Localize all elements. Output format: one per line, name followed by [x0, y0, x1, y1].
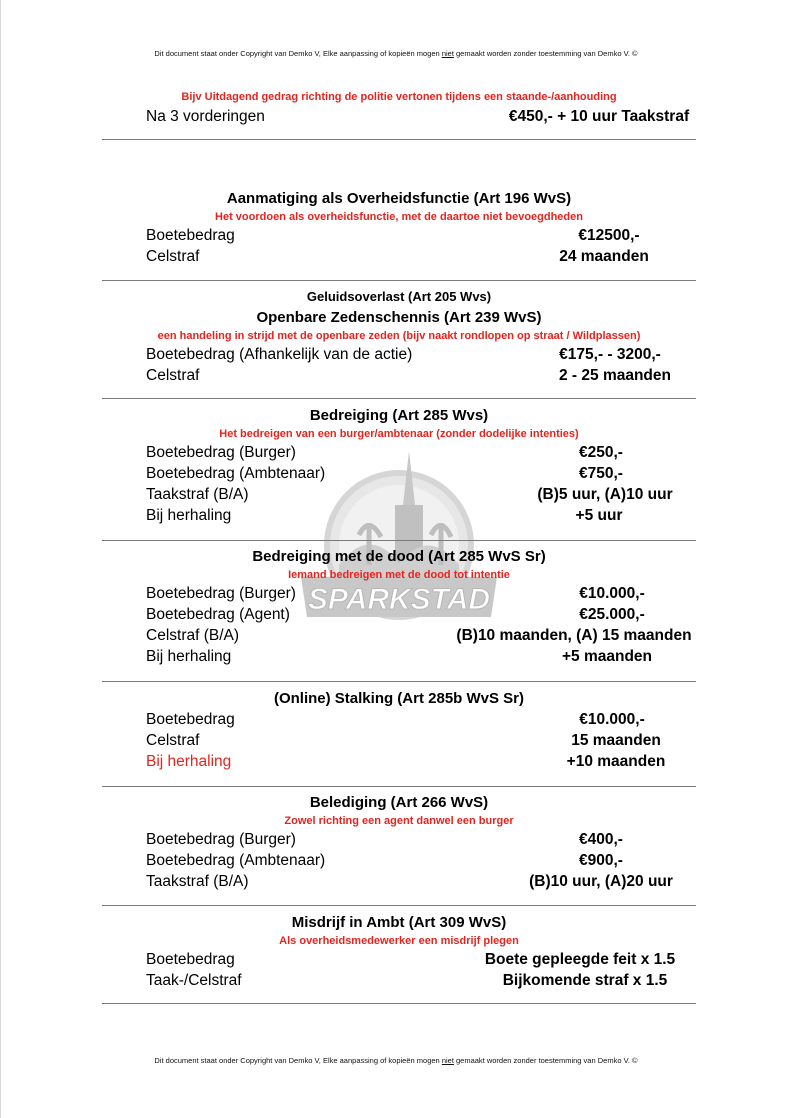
row-value: €175,- - 3200,- [559, 346, 661, 363]
row-value: €450,- + 10 uur Taakstraf [508, 108, 690, 125]
section-belediging [102, 792, 696, 906]
row-label: Boetebedrag (Burger) [146, 831, 296, 848]
row-label: Boetebedrag (Burger) [146, 444, 296, 461]
section-title: Bedreiging met de dood (Art 285 WvS Sr) [252, 548, 546, 565]
fine-row [102, 829, 696, 850]
row-label: Boetebedrag [146, 711, 235, 728]
fine-row [102, 225, 696, 246]
copyright-text: Dit document staat onder Copyright van Demko V, Elke aanpassing of kopieën mogen [154, 49, 442, 58]
copyright-underlined: niet [441, 1056, 454, 1065]
row-label: Celstraf [146, 732, 200, 749]
watermark-text: SPARKSTAD [307, 583, 491, 616]
row-label: Taakstraf (B/A) [146, 486, 249, 503]
section-misdrijf-ambt [102, 912, 696, 1004]
section-title: Bedreiging (Art 285 Wvs) [309, 407, 489, 424]
section-description: Bijv Uitdagend gedrag richting de politie vertonen tijdens een staande-/aanhouding [181, 91, 617, 103]
row-value: +5 maanden [561, 648, 653, 665]
fine-row [102, 850, 696, 871]
copyright-text-end: gemaakt worden zonder toestemming van Demko V. © [453, 1056, 638, 1065]
row-value: 15 maanden [571, 732, 661, 749]
row-label: Bij herhaling [146, 753, 232, 770]
row-value: Boete gepleegde feit x 1.5 [484, 951, 676, 968]
row-value: +5 uur [575, 507, 623, 524]
row-label: Taakstraf (B/A) [146, 873, 249, 890]
row-label: Boetebedrag [146, 951, 235, 968]
row-value: (B)10 uur, (A)20 uur [529, 873, 673, 890]
section-description: een handeling in strijd met de openbare zeden (bijv naakt rondlopen op straat / Wildplassen) [157, 330, 641, 342]
footer-copyright [1, 1056, 790, 1065]
row-value: €750,- [579, 465, 623, 482]
fine-row [102, 442, 696, 463]
fine-row [102, 463, 696, 484]
copyright-text: Dit document staat onder Copyright van Demko V, Elke aanpassing of kopieën mogen [154, 1056, 442, 1065]
fine-row [102, 344, 696, 365]
fine-row [102, 106, 696, 127]
section-title: Aanmatiging als Overheidsfunctie (Art 196 WvS) [226, 190, 572, 207]
section-zedenschennis [102, 286, 696, 399]
row-value: €400,- [579, 831, 623, 848]
row-label: Celstraf [146, 367, 200, 384]
fine-row [102, 949, 696, 970]
section-description: Als overheidsmedewerker een misdrijf plegen [279, 935, 519, 947]
row-label: Celstraf [146, 248, 200, 265]
row-value: €10.000,- [579, 585, 645, 602]
section-bedreiging-dood [102, 546, 696, 682]
row-label: Na 3 vorderingen [146, 108, 265, 125]
row-label: Boetebedrag (Ambtenaar) [146, 852, 326, 869]
section-top [102, 88, 696, 140]
section-aanmatiging [102, 188, 696, 281]
row-label: Boetebedrag (Burger) [146, 585, 296, 602]
row-label: Boetebedrag (Agent) [146, 606, 290, 623]
row-value: €900,- [579, 852, 623, 869]
row-label: Celstraf (B/A) [146, 627, 240, 644]
section-description: Iemand bedreigen met de dood tot intentie [288, 569, 510, 581]
fine-row [102, 246, 696, 267]
section-bedreiging [102, 405, 696, 541]
row-value: €12500,- [578, 227, 640, 244]
row-label: Boetebedrag (Ambtenaar) [146, 465, 326, 482]
fine-row [102, 505, 696, 526]
row-label: Taak-/Celstraf [146, 972, 242, 989]
row-value: €250,- [579, 444, 623, 461]
fine-row [102, 583, 696, 604]
section-title: Belediging (Art 266 WvS) [309, 794, 489, 811]
copyright-text-end: gemaakt worden zonder toestemming van Demko V. © [453, 49, 638, 58]
row-value: +10 maanden [566, 753, 666, 770]
section-stalking [102, 688, 696, 787]
row-label: Boetebedrag [146, 227, 235, 244]
row-value: €10.000,- [579, 711, 645, 728]
section-title: Openbare Zedenschennis (Art 239 WvS) [256, 309, 542, 326]
fine-row [102, 484, 696, 505]
section-description: Het bedreigen van een burger/ambtenaar (zonder dodelijke intenties) [219, 428, 579, 440]
header-copyright [1, 49, 790, 58]
fine-row [102, 730, 696, 751]
section-subtitle: Geluidsoverlast (Art 205 Wvs) [306, 289, 492, 304]
fine-row [102, 751, 696, 772]
row-value: (B)5 uur, (A)10 uur [537, 486, 673, 503]
fine-row [102, 625, 696, 646]
row-value: (B)10 maanden, (A) 15 maanden [456, 627, 692, 644]
section-title: (Online) Stalking (Art 285b WvS Sr) [273, 690, 525, 707]
section-description: Zowel richting een agent danwel een burger [284, 815, 514, 827]
row-value: 2 - 25 maanden [559, 367, 671, 384]
row-label: Bij herhaling [146, 507, 232, 524]
fine-row [102, 365, 696, 386]
row-value: €25.000,- [579, 606, 645, 623]
fine-row [102, 604, 696, 625]
fine-row [102, 970, 696, 991]
fine-row [102, 871, 696, 892]
row-value: Bijkomende straf x 1.5 [502, 972, 668, 989]
section-description: Het voordoen als overheidsfunctie, met de daartoe niet bevoegdheden [215, 211, 583, 223]
copyright-underlined: niet [441, 49, 454, 58]
fine-row [102, 646, 696, 667]
fine-row [102, 709, 696, 730]
row-label: Boetebedrag (Afhankelijk van de actie) [146, 346, 413, 363]
row-label: Bij herhaling [146, 648, 232, 665]
section-title: Misdrijf in Ambt (Art 309 WvS) [291, 914, 507, 931]
row-value: 24 maanden [559, 248, 649, 265]
